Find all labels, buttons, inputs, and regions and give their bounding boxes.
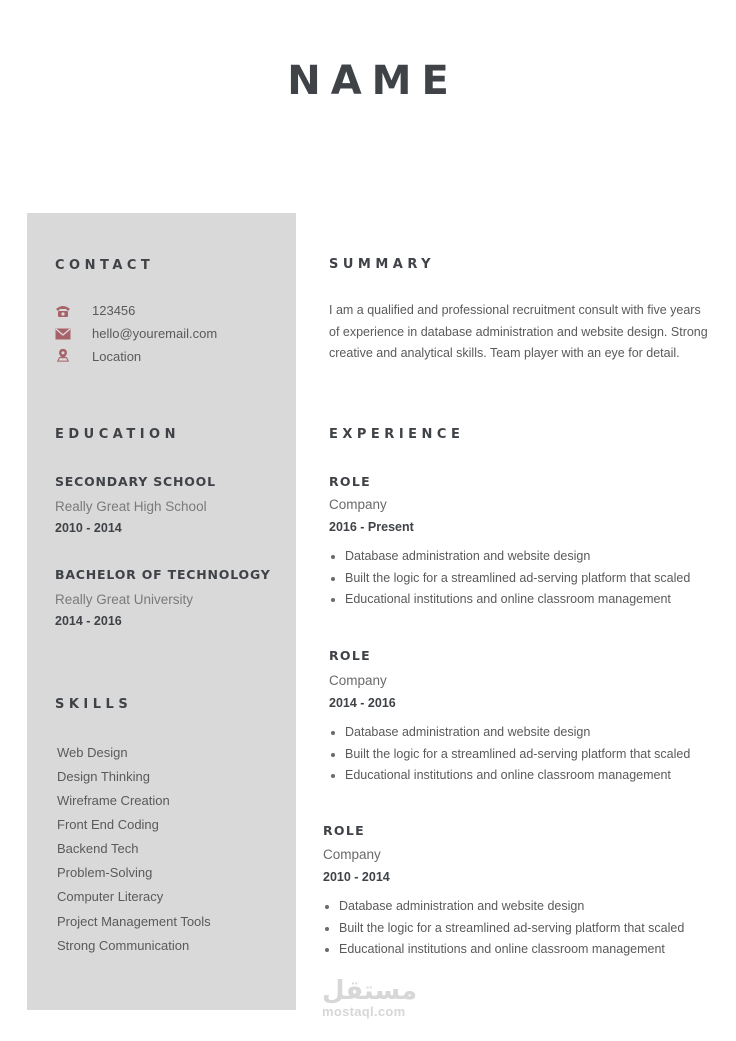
experience-years: 2010 - 2014: [323, 870, 390, 884]
experience-years: 2014 - 2016: [329, 696, 396, 710]
skills-heading: SKILLS: [55, 697, 133, 712]
experience-bullet: Built the logic for a streamlined ad-serving platform that scaled: [329, 744, 690, 766]
experience-bullet: Educational institutions and online classroom management: [323, 939, 684, 961]
experience-bullet: Educational institutions and online classroom management: [329, 589, 690, 611]
skill-item: Backend Tech: [57, 841, 139, 856]
experience-bullets: [323, 896, 684, 961]
summary-heading: SUMMARY: [329, 257, 436, 272]
education-years: 2010 - 2014: [55, 521, 122, 535]
education-heading: EDUCATION: [55, 427, 180, 442]
experience-bullet: Database administration and website design: [329, 546, 690, 568]
email-icon: [55, 327, 71, 341]
skill-item: Web Design: [57, 745, 128, 760]
education-years: 2014 - 2016: [55, 614, 122, 628]
experience-bullets: [329, 722, 690, 787]
skill-item: Computer Literacy: [57, 889, 164, 904]
contact-heading: CONTACT: [55, 258, 155, 273]
experience-bullets: [329, 546, 690, 611]
experience-bullet: Database administration and website design: [323, 896, 684, 918]
summary-text: I am a qualified and professional recruitment consult with five years of experience in database administration and website design. Strong creative and analytical skills. Team player with an eye for detail.: [329, 303, 708, 360]
education-title: BACHELOR OF TECHNOLOGY: [55, 567, 271, 582]
watermark-logo: [322, 978, 417, 1019]
watermark-arabic: مستقل: [322, 976, 418, 1006]
watermark-latin: mostaql.com: [322, 1004, 406, 1019]
experience-role: ROLE: [323, 823, 365, 838]
experience-heading: EXPERIENCE: [329, 427, 465, 442]
resume-name: NAME: [287, 58, 459, 104]
contact-phone: 123456: [92, 303, 136, 318]
experience-role: ROLE: [329, 648, 371, 663]
location-pin-icon: [55, 348, 71, 362]
experience-company: Company: [329, 673, 387, 688]
education-title: SECONDARY SCHOOL: [55, 474, 216, 489]
skill-item: Design Thinking: [57, 769, 150, 784]
experience-years: 2016 - Present: [329, 520, 414, 534]
skill-item: Front End Coding: [57, 817, 159, 832]
education-school: Really Great High School: [55, 499, 207, 514]
experience-bullet: Built the logic for a streamlined ad-serving platform that scaled: [323, 918, 684, 940]
experience-role: ROLE: [329, 474, 371, 489]
skill-item: Project Management Tools: [57, 914, 211, 929]
education-school: Really Great University: [55, 592, 194, 607]
experience-bullet: Built the logic for a streamlined ad-serving platform that scaled: [329, 568, 690, 590]
contact-location: Location: [92, 349, 142, 364]
skill-item: Wireframe Creation: [57, 793, 170, 808]
phone-icon: [55, 304, 71, 318]
experience-bullet: Database administration and website design: [329, 722, 690, 744]
experience-company: Company: [323, 847, 381, 862]
experience-bullet: Educational institutions and online classroom management: [329, 765, 690, 787]
experience-company: Company: [329, 497, 387, 512]
skill-item: Problem-Solving: [57, 865, 153, 880]
contact-email: hello@youremail.com: [92, 326, 218, 341]
skill-item: Strong Communication: [57, 938, 190, 953]
